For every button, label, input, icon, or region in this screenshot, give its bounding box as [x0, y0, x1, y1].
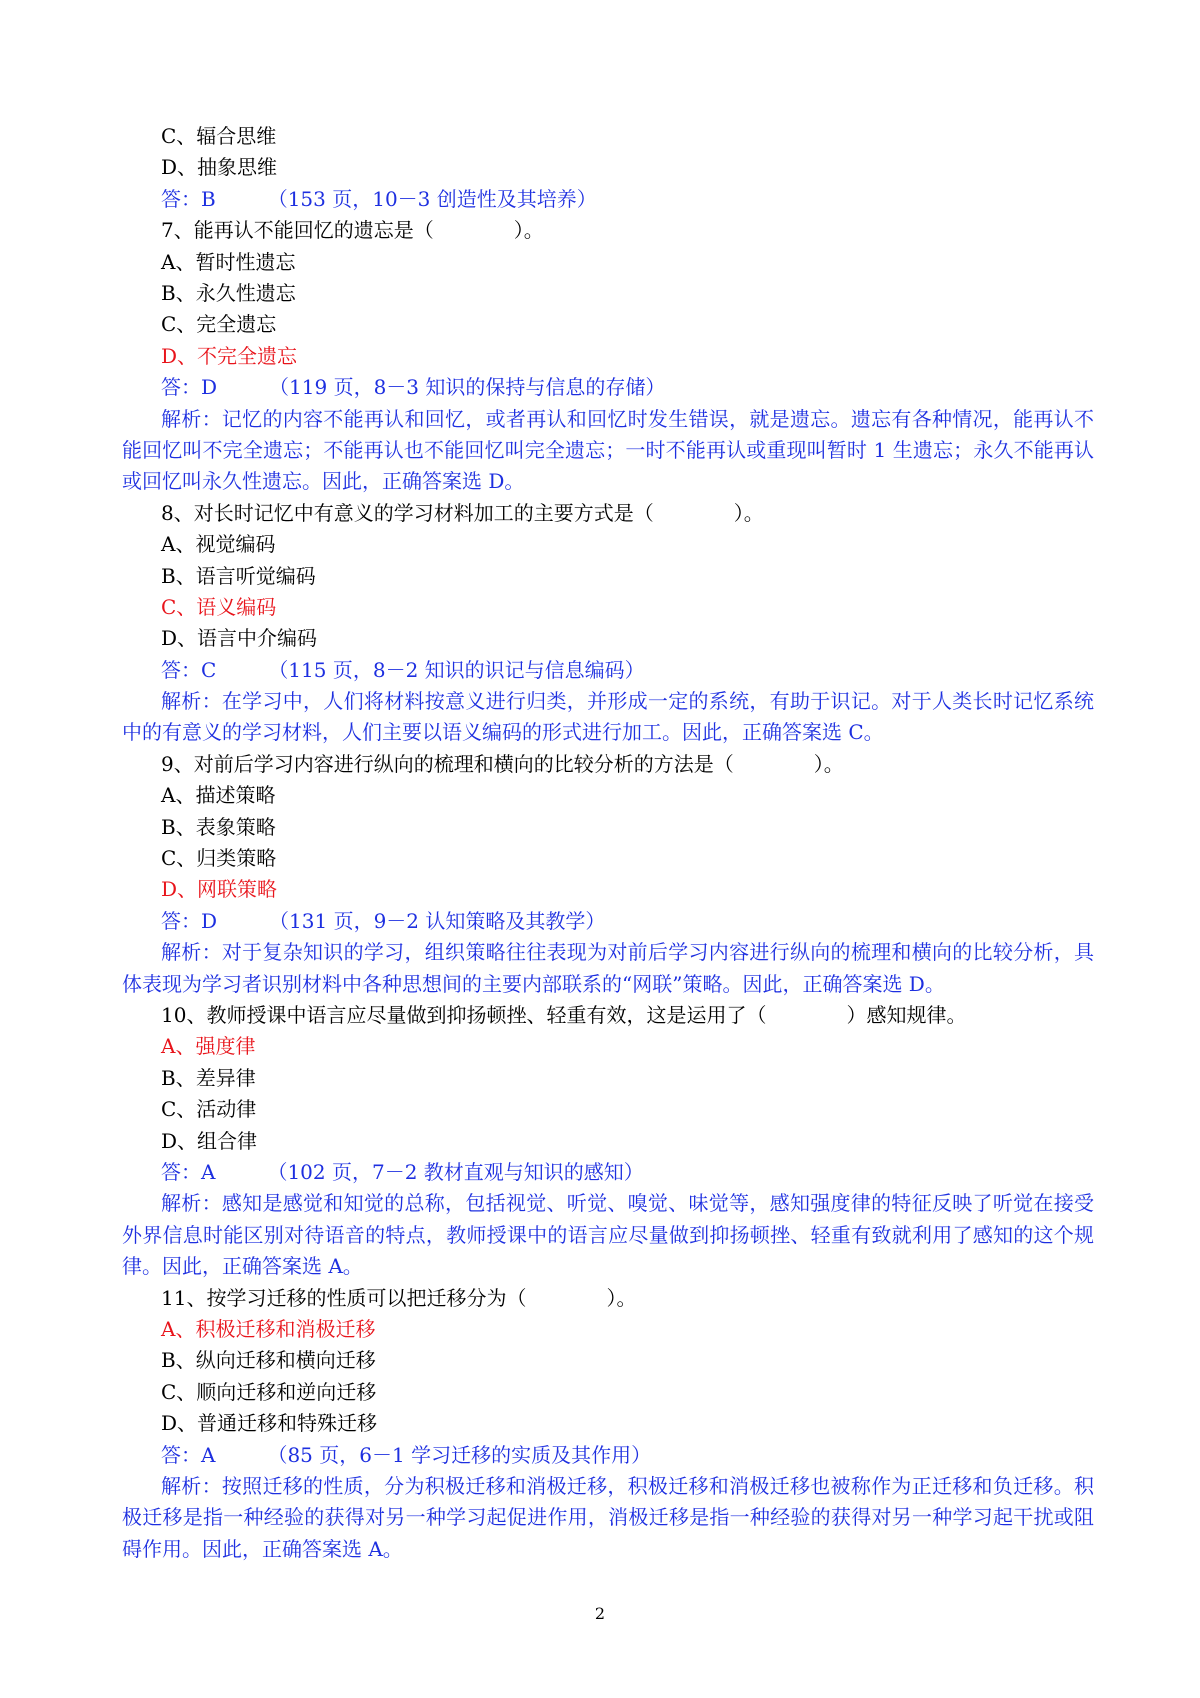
answer-reference: （131 页，9－2 认知策略及其教学） [269, 908, 606, 933]
page-content [122, 121, 1094, 1565]
answer-reference: （119 页，8－3 知识的保持与信息的存储） [269, 375, 666, 400]
answer-label: 答：A [161, 1160, 216, 1184]
option-c: C、顺向迁移和逆向迁移 [161, 1379, 377, 1404]
answer-label: 答：B [161, 186, 216, 211]
question-stem: 7、能再认不能回忆的遗忘是（ ）。 [161, 218, 544, 243]
question-stem: 8、对长时记忆中有意义的学习材料加工的主要方式是（ ）。 [161, 500, 764, 525]
option-c: C、活动律 [161, 1097, 257, 1122]
option-d: D、普通迁移和特殊迁移 [161, 1411, 378, 1436]
answer-line [122, 1440, 1094, 1471]
analysis-paragraph: 解析：感知是感觉和知觉的总称，包括视觉、听觉、嗅觉、味觉等，感知强度律的特征反映了听觉在接受外界信息时能区别对待语音的特点，教师授课中的语言应尽量做到抑扬顿挫、轻重有致就利用了感知的这个规律。因此，正确答案选 A。 [122, 1191, 1094, 1279]
option-a-correct: A、强度律 [161, 1034, 256, 1059]
answer-reference: （85 页，6－1 学习迁移的实质及其作用） [267, 1442, 652, 1467]
analysis-paragraph: 解析：对于复杂知识的学习，组织策略往往表现为对前后学习内容进行纵向的梳理和横向的比较分析，具体表现为学习者识别材料中各种思想间的主要内部联系的“网联”策略。因此，正确答案选 D。 [122, 940, 1094, 996]
option-a: A、描述策略 [161, 783, 276, 808]
answer-line [122, 655, 1094, 686]
option-d: D、语言中介编码 [161, 626, 318, 651]
option-d: D、抽象思维 [161, 155, 278, 180]
answer-line [122, 906, 1094, 937]
answer-label: 答：C [161, 657, 217, 682]
answer-label: 答：A [161, 1442, 216, 1467]
option-b: B、语言听觉编码 [161, 563, 316, 588]
question-stem: 9、对前后学习内容进行纵向的梳理和横向的比较分析的方法是（ ）。 [161, 751, 844, 776]
option-d: D、组合律 [161, 1128, 258, 1153]
option-b: B、永久性遗忘 [161, 280, 296, 305]
analysis-paragraph: 解析：记忆的内容不能再认和回忆，或者再认和回忆时发生错误，就是遗忘。遗忘有各种情况，能再认不能回忆叫不完全遗忘；不能再认也不能回忆叫完全遗忘；一时不能再认或重现叫暂时 1 生遗忘；永久不能再认或回忆叫永久性遗忘。因此，正确答案选 D。 [122, 406, 1094, 494]
option-a: A、视觉编码 [161, 532, 276, 557]
option-b: B、差异律 [161, 1065, 256, 1090]
answer-line [122, 372, 1094, 403]
question-stem: 11、按学习迁移的性质可以把迁移分为（ ）。 [161, 1285, 637, 1310]
option-c: C、完全遗忘 [161, 312, 277, 337]
option-d-correct: D、网联策略 [161, 877, 278, 902]
analysis-paragraph: 解析：按照迁移的性质，分为积极迁移和消极迁移，积极迁移和消极迁移也被称作为正迁移和负迁移。积极迁移是指一种经验的获得对另一种学习起促进作用，消极迁移是指一种经验的获得对另一种学习起干扰或阻碍作用。因此，正确答案选 A。 [122, 1473, 1094, 1561]
analysis-paragraph: 解析：在学习中，人们将材料按意义进行归类，并形成一定的系统，有助于识记。对于人类长时记忆系统中的有意义的学习材料，人们主要以语义编码的形式进行加工。因此，正确答案选 C。 [122, 689, 1094, 745]
answer-reference: （115 页，8－2 知识的识记与信息编码） [268, 657, 645, 682]
answer-line [122, 1157, 1094, 1188]
answer-label: 答：D [161, 375, 218, 400]
option-a: A、暂时性遗忘 [161, 249, 296, 274]
option-b: B、纵向迁移和横向迁移 [161, 1348, 376, 1373]
answer-reference: （102 页，7－2 教材直观与知识的感知） [267, 1160, 644, 1184]
option-a-correct: A、积极迁移和消极迁移 [161, 1317, 376, 1341]
option-c-correct: C、语义编码 [161, 594, 277, 619]
answer-reference: （153 页，10－3 创造性及其培养） [267, 186, 597, 211]
page-number: 2 [594, 1604, 606, 1623]
question-stem: 10、教师授课中语言应尽量做到抑扬顿挫、轻重有效，这是运用了（ ）感知规律。 [161, 1003, 967, 1028]
answer-line [122, 184, 1094, 215]
answer-label: 答：D [161, 908, 218, 933]
option-c: C、辐合思维 [161, 124, 277, 148]
option-c: C、归类策略 [161, 846, 277, 871]
option-b: B、表象策略 [161, 814, 276, 839]
option-d-correct: D、不完全遗忘 [161, 343, 298, 368]
